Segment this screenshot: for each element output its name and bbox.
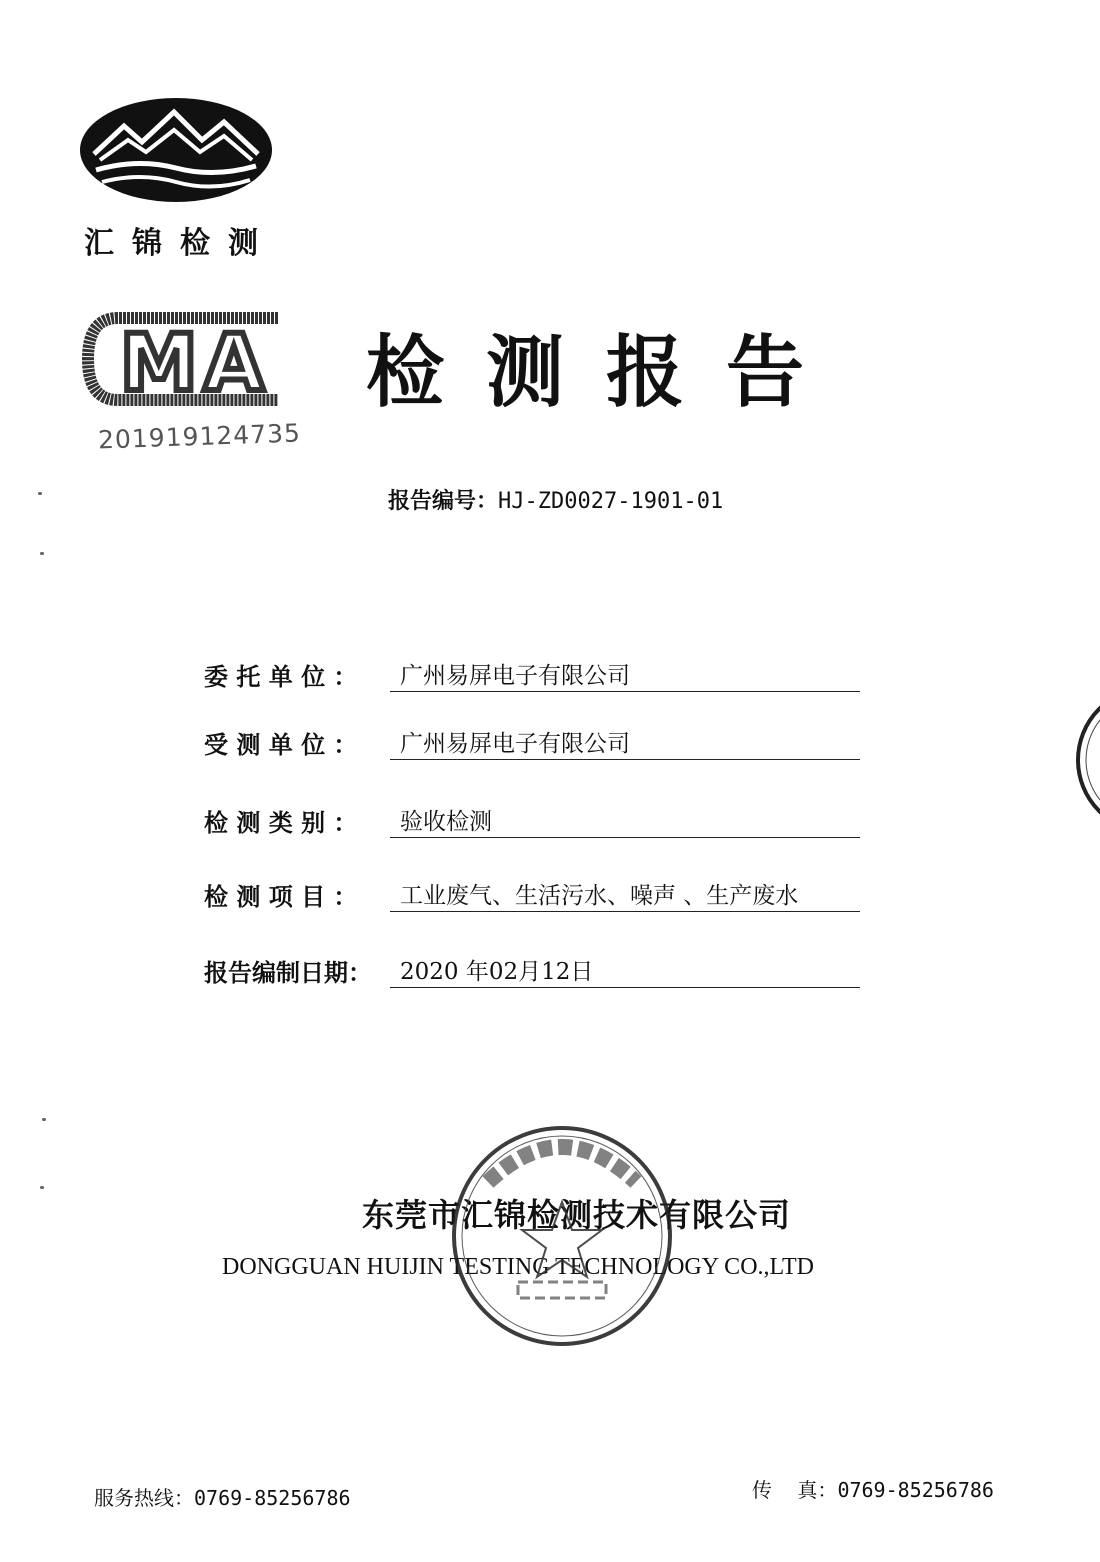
field-value: 2020 年02月12日: [390, 957, 860, 988]
official-seal-icon: [448, 1122, 676, 1350]
logo-company-name: 汇锦检测: [84, 226, 276, 261]
field-test-category: [204, 804, 860, 838]
field-label: 报告编制日期：: [204, 959, 372, 987]
field-test-items: [204, 878, 860, 912]
mountain-wave-logo-icon: [78, 96, 274, 204]
scan-speck: [38, 492, 42, 495]
cma-letters: MA: [120, 319, 270, 409]
field-value: 工业废气、生活污水、噪声 、生产废水: [390, 881, 860, 912]
scan-speck: [42, 1118, 46, 1121]
fax-number: 0769-85256786: [837, 1478, 994, 1502]
report-number-value: HJ-ZD0027-1901-01: [498, 489, 724, 514]
field-report-date: [204, 954, 860, 988]
field-label: 检 测 项 目 ：: [204, 883, 358, 911]
fax: [752, 1474, 994, 1503]
field-value: 广州易屏电子有限公司: [390, 661, 860, 692]
field-client: [204, 658, 860, 692]
cma-certification-icon: [78, 300, 292, 418]
hotline-label: 服务热线：: [94, 1486, 194, 1510]
document-title: 检测报告: [366, 327, 847, 418]
cma-number: 201919124735: [97, 418, 302, 455]
hotline-number: 0769-85256786: [194, 1486, 351, 1510]
report-number: [388, 484, 723, 515]
company-name-cn: 东莞市汇锦检测技术有限公司: [362, 1196, 792, 1234]
field-tested-unit: [204, 726, 860, 760]
report-number-label: 报告编号：: [388, 488, 499, 514]
field-value: 广州易屏电子有限公司: [390, 729, 860, 760]
field-label: 委 托 单 位 ：: [204, 663, 358, 691]
fax-label: 传 真：: [752, 1478, 838, 1502]
field-value: 验收检测: [390, 807, 860, 838]
field-label: 受 测 单 位 ：: [204, 731, 358, 759]
partial-seal-icon: [1070, 680, 1100, 840]
service-hotline: [94, 1482, 351, 1511]
scan-speck: [40, 1186, 44, 1189]
company-name-en: DONGGUAN HUIJIN TESTING TECHNOLOGY CO.,LTD: [222, 1254, 814, 1280]
field-label: 检 测 类 别 ：: [204, 809, 358, 837]
scan-speck: [40, 552, 44, 555]
